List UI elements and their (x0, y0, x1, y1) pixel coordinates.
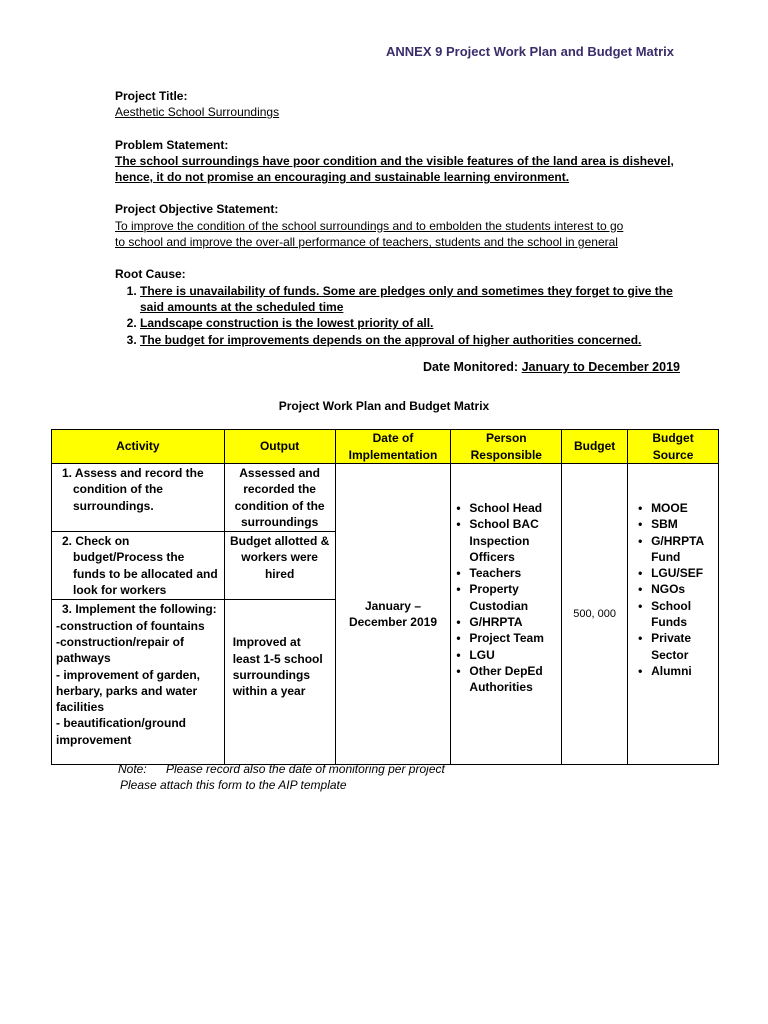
header-date: Date of Implementation (335, 430, 451, 464)
sources-cell (628, 464, 719, 765)
activity-subitem: -construction/repair of pathways (56, 634, 185, 666)
table-header-row (52, 430, 719, 464)
objective-label: Project Objective Statement: (115, 202, 279, 217)
list-item: • Project Team (469, 630, 560, 646)
list-item: • Alumni (651, 663, 717, 679)
activity-subitem: - improvement of garden, herbary, parks and water facilities (56, 667, 201, 715)
note-text-1: Please record also the date of monitoring per project (166, 762, 445, 776)
root-cause-item: 3. The budget for improvements depends on the approval of higher authorities concerned. (140, 332, 680, 348)
list-item: • G/HRPTA Fund (651, 533, 717, 566)
root-cause-label: Root Cause: (115, 267, 186, 282)
note-label: Note: (118, 762, 147, 776)
list-item: • Teachers (469, 565, 560, 581)
output-cell: Improved at least 1-5 school surroundings within a year (224, 600, 335, 765)
activity-text: 1. Assess and record the condition of the surroundings. (62, 466, 204, 513)
sources-list (629, 500, 717, 679)
list-item: • G/HRPTA (469, 614, 560, 630)
list-item: • LGU/SEF (651, 565, 717, 581)
output-cell: Assessed and recorded the condition of the surroundings (224, 464, 335, 532)
problem-statement-label: Problem Statement: (115, 137, 229, 152)
root-cause-item: 2. Landscape construction is the lowest priority of all. (140, 315, 680, 331)
activity-text: 2. Check on budget/Process the funds to be allocated and look for workers (62, 534, 218, 598)
problem-statement-line-1: The school surroundings have poor condition and the visible features of the land area is dishevel, (115, 153, 674, 168)
problem-statement-line-2: hence, it do not promise an encouraging and sustainable learning environment. (115, 170, 570, 185)
date-cell: January – December 2019 (335, 464, 451, 765)
objective-line-1: To improve the condition of the school surroundings and to embolden the students interest to go (115, 218, 624, 233)
note-line-2 (118, 777, 445, 793)
matrix-title: Project Work Plan and Budget Matrix (278, 399, 490, 413)
project-details (115, 88, 680, 375)
activity-text: 3. Implement the following: (62, 602, 217, 617)
list-item: • Private Sector (651, 630, 717, 663)
note-text-2: Please attach this form to the AIP template (120, 778, 347, 792)
date-monitored (115, 359, 680, 375)
activity-cell (52, 532, 225, 600)
project-title-label: Project Title: (115, 89, 188, 103)
list-item: • LGU (469, 647, 560, 663)
persons-cell (451, 464, 562, 765)
root-cause-list (115, 283, 680, 348)
output-cell: Budget allotted & workers were hired (224, 532, 335, 600)
persons-list (452, 500, 560, 696)
objective-line-2: to school and improve the over-all performance of teachers, students and the school in general (115, 235, 618, 250)
project-title: Aesthetic School Surroundings (115, 105, 280, 120)
table-row (52, 464, 719, 532)
activity-subitem: - beautification/ground improvement (56, 716, 186, 747)
list-item: • School BAC Inspection Officers (469, 516, 560, 565)
activity-subitem: -construction of fountains (56, 618, 205, 633)
header-budget: Budget (562, 430, 628, 464)
list-item: • School Funds (651, 598, 717, 631)
list-item: • School Head (469, 500, 560, 516)
budget-cell: 500, 000 (562, 464, 628, 765)
header-activity: Activity (52, 430, 225, 464)
activity-cell (52, 464, 225, 532)
header-person: Person Responsible (451, 430, 562, 464)
list-item: • SBM (651, 516, 717, 532)
header-source: Budget Source (628, 430, 719, 464)
note-line-1 (118, 761, 445, 777)
header-output: Output (224, 430, 335, 464)
date-monitored-value: January to December 2019 (521, 359, 680, 374)
note (118, 761, 445, 793)
work-plan-table (51, 429, 719, 765)
activity-cell (52, 600, 225, 765)
list-item: • Other DepEd Authorities (469, 663, 560, 696)
root-cause-item: 1. There is unavailability of funds. Some are pledges only and sometimes they forget to give the said amounts at the scheduled time (140, 283, 680, 316)
date-monitored-label: Date Monitored: (422, 359, 519, 374)
list-item: • Property Custodian (469, 581, 560, 614)
list-item: • MOOE (651, 500, 717, 516)
annex-title: ANNEX 9 Project Work Plan and Budget Matrix (386, 44, 674, 59)
list-item: • NGOs (651, 581, 717, 597)
